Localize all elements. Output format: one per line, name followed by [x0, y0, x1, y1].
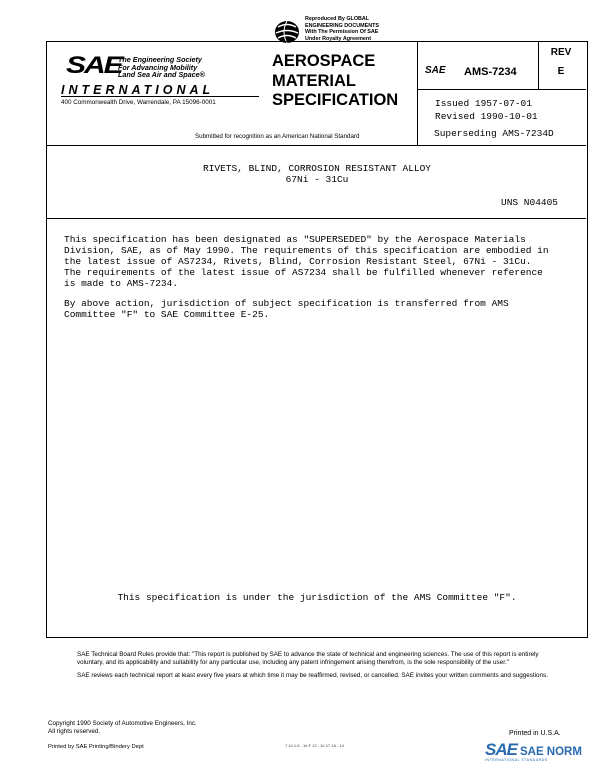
stamp-line: With The Permission Of SAE	[305, 29, 379, 35]
watermark-subtext: INTERNATIONAL STANDARDS	[485, 758, 548, 762]
header-divider	[47, 145, 586, 146]
doc-type-line: MATERIAL	[272, 71, 357, 90]
reproduction-stamp	[305, 16, 379, 42]
ams-box-divider	[417, 89, 586, 90]
uns-number: UNS N04405	[501, 197, 559, 208]
submitted-note: Submitted for recognition as an American National Standard	[195, 133, 360, 140]
address: 400 Commonwealth Drive, Warrendale, PA 15096-0001	[61, 99, 216, 106]
title-divider	[47, 218, 586, 219]
tagline-line: The Engineering Society	[118, 55, 202, 64]
paragraph: By above action, jurisdiction of subject specification is transferred from AMS Committee "F" to SAE Committee E-25.	[64, 298, 509, 320]
international-label: INTERNATIONAL	[61, 83, 215, 97]
rules-text: SAE Technical Board Rules provide that: "This report is published by SAE to advance the state of technical and engineering sciences. The use of this report is entirely voluntary, and its applicability and suitability for any particular use, including any patent infringement arising therefrom, is the sole responsibility of the user."	[77, 651, 539, 666]
issued-date: Issued 1957-07-01	[435, 98, 532, 109]
spec-title	[50, 163, 584, 185]
copyright-line: All rights reserved.	[48, 727, 101, 735]
paragraph: This specification has been designated as "SUPERSEDED" by the Aerospace Materials Division, SAE, as of May 1990. The requirements of this specification are embodied in the latest issue of AS7234, Rivets, Blind, Corrosion Resistant Steel, 67Ni - 31Cu. The requirements of the latest issue of AS7234 shall be fulfilled whenever reference is made to AMS-7234.	[64, 234, 549, 289]
printed-by: Printed by SAE Printing/Bindery Dept	[48, 744, 144, 750]
tagline-line: For Advancing Mobility	[118, 62, 198, 72]
sae-small-logo: SAE	[425, 65, 446, 76]
title-line: 67Ni - 31Cu	[285, 174, 349, 185]
title-line: RIVETS, BLIND, CORROSION RESISTANT ALLOY	[202, 163, 432, 174]
international-rule	[61, 96, 259, 97]
watermark-logo: SAE	[485, 740, 517, 759]
stamp-line: Reproduced By GLOBAL	[305, 16, 370, 22]
jurisdiction-note: This specification is under the jurisdiction of the AMS Committee "F".	[117, 592, 517, 603]
review-text: SAE reviews each technical report at least every five years at which time it may be reaffirmed, revised, or cancelled. SAE invites your written comments and suggestions.	[77, 672, 548, 679]
rev-label: REV	[550, 47, 572, 58]
superseding: Superseding AMS-7234D	[434, 128, 554, 139]
revised-date: Revised 1990-10-01	[435, 110, 538, 122]
doc-type	[272, 52, 398, 111]
copyright-line: Copyright 1990 Society of Automotive Engineers, Inc.	[48, 720, 197, 727]
society-tagline	[118, 56, 205, 79]
printed-in-usa: Printed in U.S.A.	[509, 730, 561, 737]
board-rules	[77, 651, 557, 685]
footer-code: 7.14.1.6 - 1e.F 12 - 1b 17 1A - 14	[285, 743, 344, 748]
body-text	[64, 234, 554, 329]
tagline-line: Land Sea Air and Space®	[118, 70, 205, 80]
rev-value: E	[557, 66, 565, 77]
stamp-line: Under Royalty Agreement	[305, 35, 372, 42]
stamp-line: ENGINEERING DOCUMENTS	[305, 22, 379, 29]
ams-number: AMS-7234	[464, 66, 517, 78]
watermark-text: SAE NORM	[519, 746, 582, 758]
copyright	[48, 720, 197, 735]
dates	[435, 98, 538, 123]
doc-type-line: AEROSPACE	[272, 52, 376, 70]
doc-type-line: SPECIFICATION	[272, 91, 399, 109]
sae-logo: SAE	[66, 52, 122, 79]
sae-norm-watermark	[485, 740, 582, 762]
ams-box-left	[417, 42, 418, 145]
